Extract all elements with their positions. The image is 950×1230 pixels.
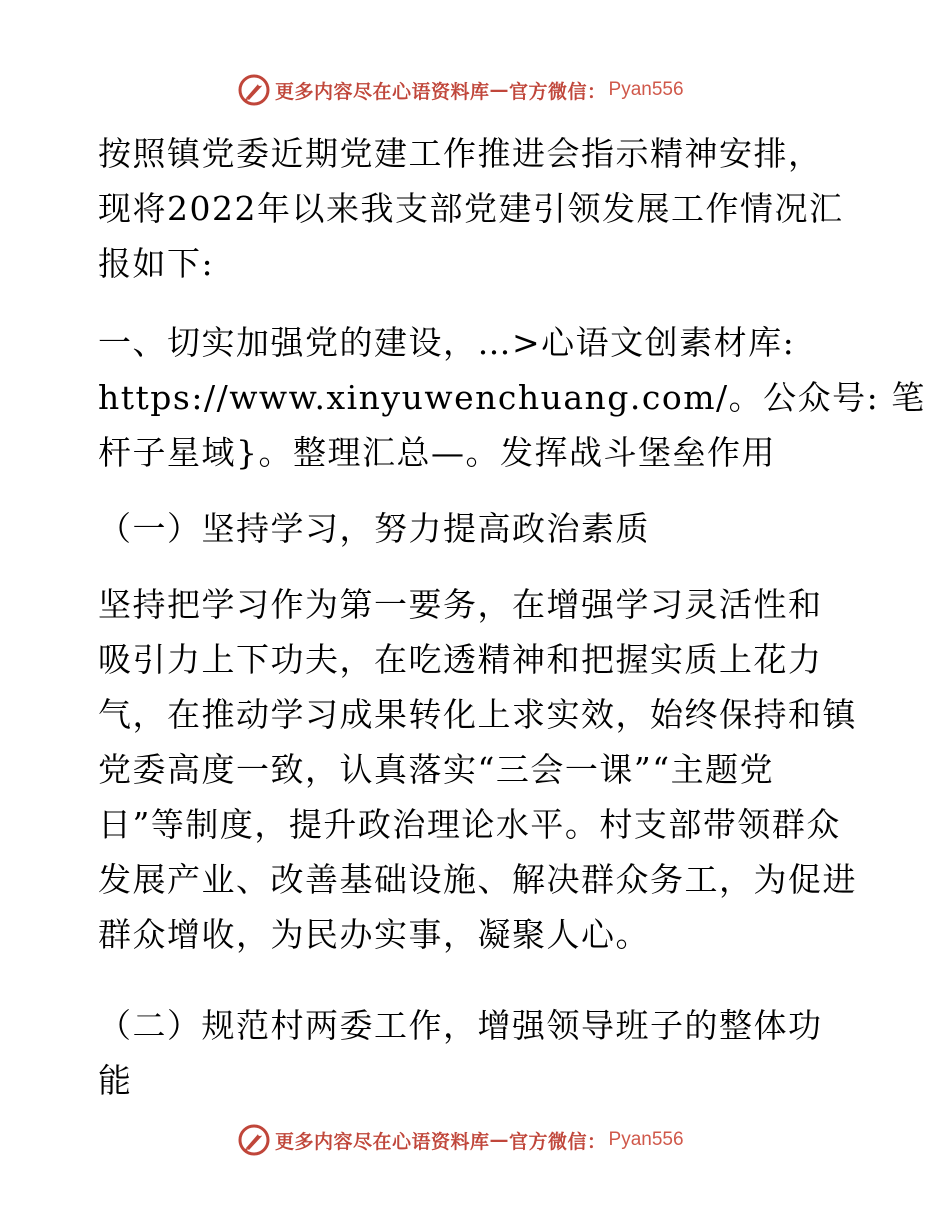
heading-1-line-1: 一、切实加强党的建设，…>心语文创素材库: [98,323,796,362]
watermark-text: 更多内容尽在心语资料库 [275,80,490,103]
pen-logo-icon [237,73,271,107]
heading-1-line-3: 杆子星域}。整理汇总—。发挥战斗堡垒作用 [98,433,776,472]
paragraph-1-line-2: 现将2022年以来我支部党建引领发展工作情况汇 [98,189,844,228]
paragraph-2-line-3: 气，在推动学习成果转化上求实效，始终保持和镇 [98,695,857,734]
watermark-label: 官方微信： [509,80,607,103]
paragraph-2-line-7: 群众增收，为民办实事，凝聚人心。 [98,915,650,954]
subheading-1: （一）坚持学习，努力提高政治素质 [98,509,650,548]
watermark-dash: — [489,1129,510,1151]
subheading-2-line-2: 能 [98,1061,133,1100]
paragraph-2-line-4: 党委高度一致，认真落实“三会一课”“主题党 [98,750,775,789]
heading-1-line-2: https://www.xinyuwenchuang.com/。公众号: 笔 [98,378,926,417]
watermark-label: 官方微信： [509,1130,607,1153]
watermark-id: Pyan556 [608,1129,684,1150]
paragraph-2-line-5: 日”等制度，提升政治理论水平。村支部带领群众 [98,805,841,844]
pen-logo-icon [237,1123,271,1157]
watermark-dash: — [489,79,510,101]
watermark-text: 更多内容尽在心语资料库 [275,1130,490,1153]
paragraph-1-line-3: 报如下: [98,244,215,283]
watermark-id: Pyan556 [608,79,684,100]
paragraph-2-line-1: 坚持把学习作为第一要务，在增强学习灵活性和 [98,585,823,624]
header-watermark [237,72,684,108]
paragraph-1-line-1: 按照镇党委近期党建工作推进会指示精神安排， [98,134,823,173]
paragraph-2-line-2: 吸引力上下功夫，在吃透精神和把握实质上花力 [98,640,823,679]
subheading-2-line-1: （二）规范村两委工作，增强领导班子的整体功 [98,1006,823,1045]
paragraph-2-line-6: 发展产业、改善基础设施、解决群众务工，为促进 [98,860,857,899]
footer-watermark [237,1122,684,1158]
